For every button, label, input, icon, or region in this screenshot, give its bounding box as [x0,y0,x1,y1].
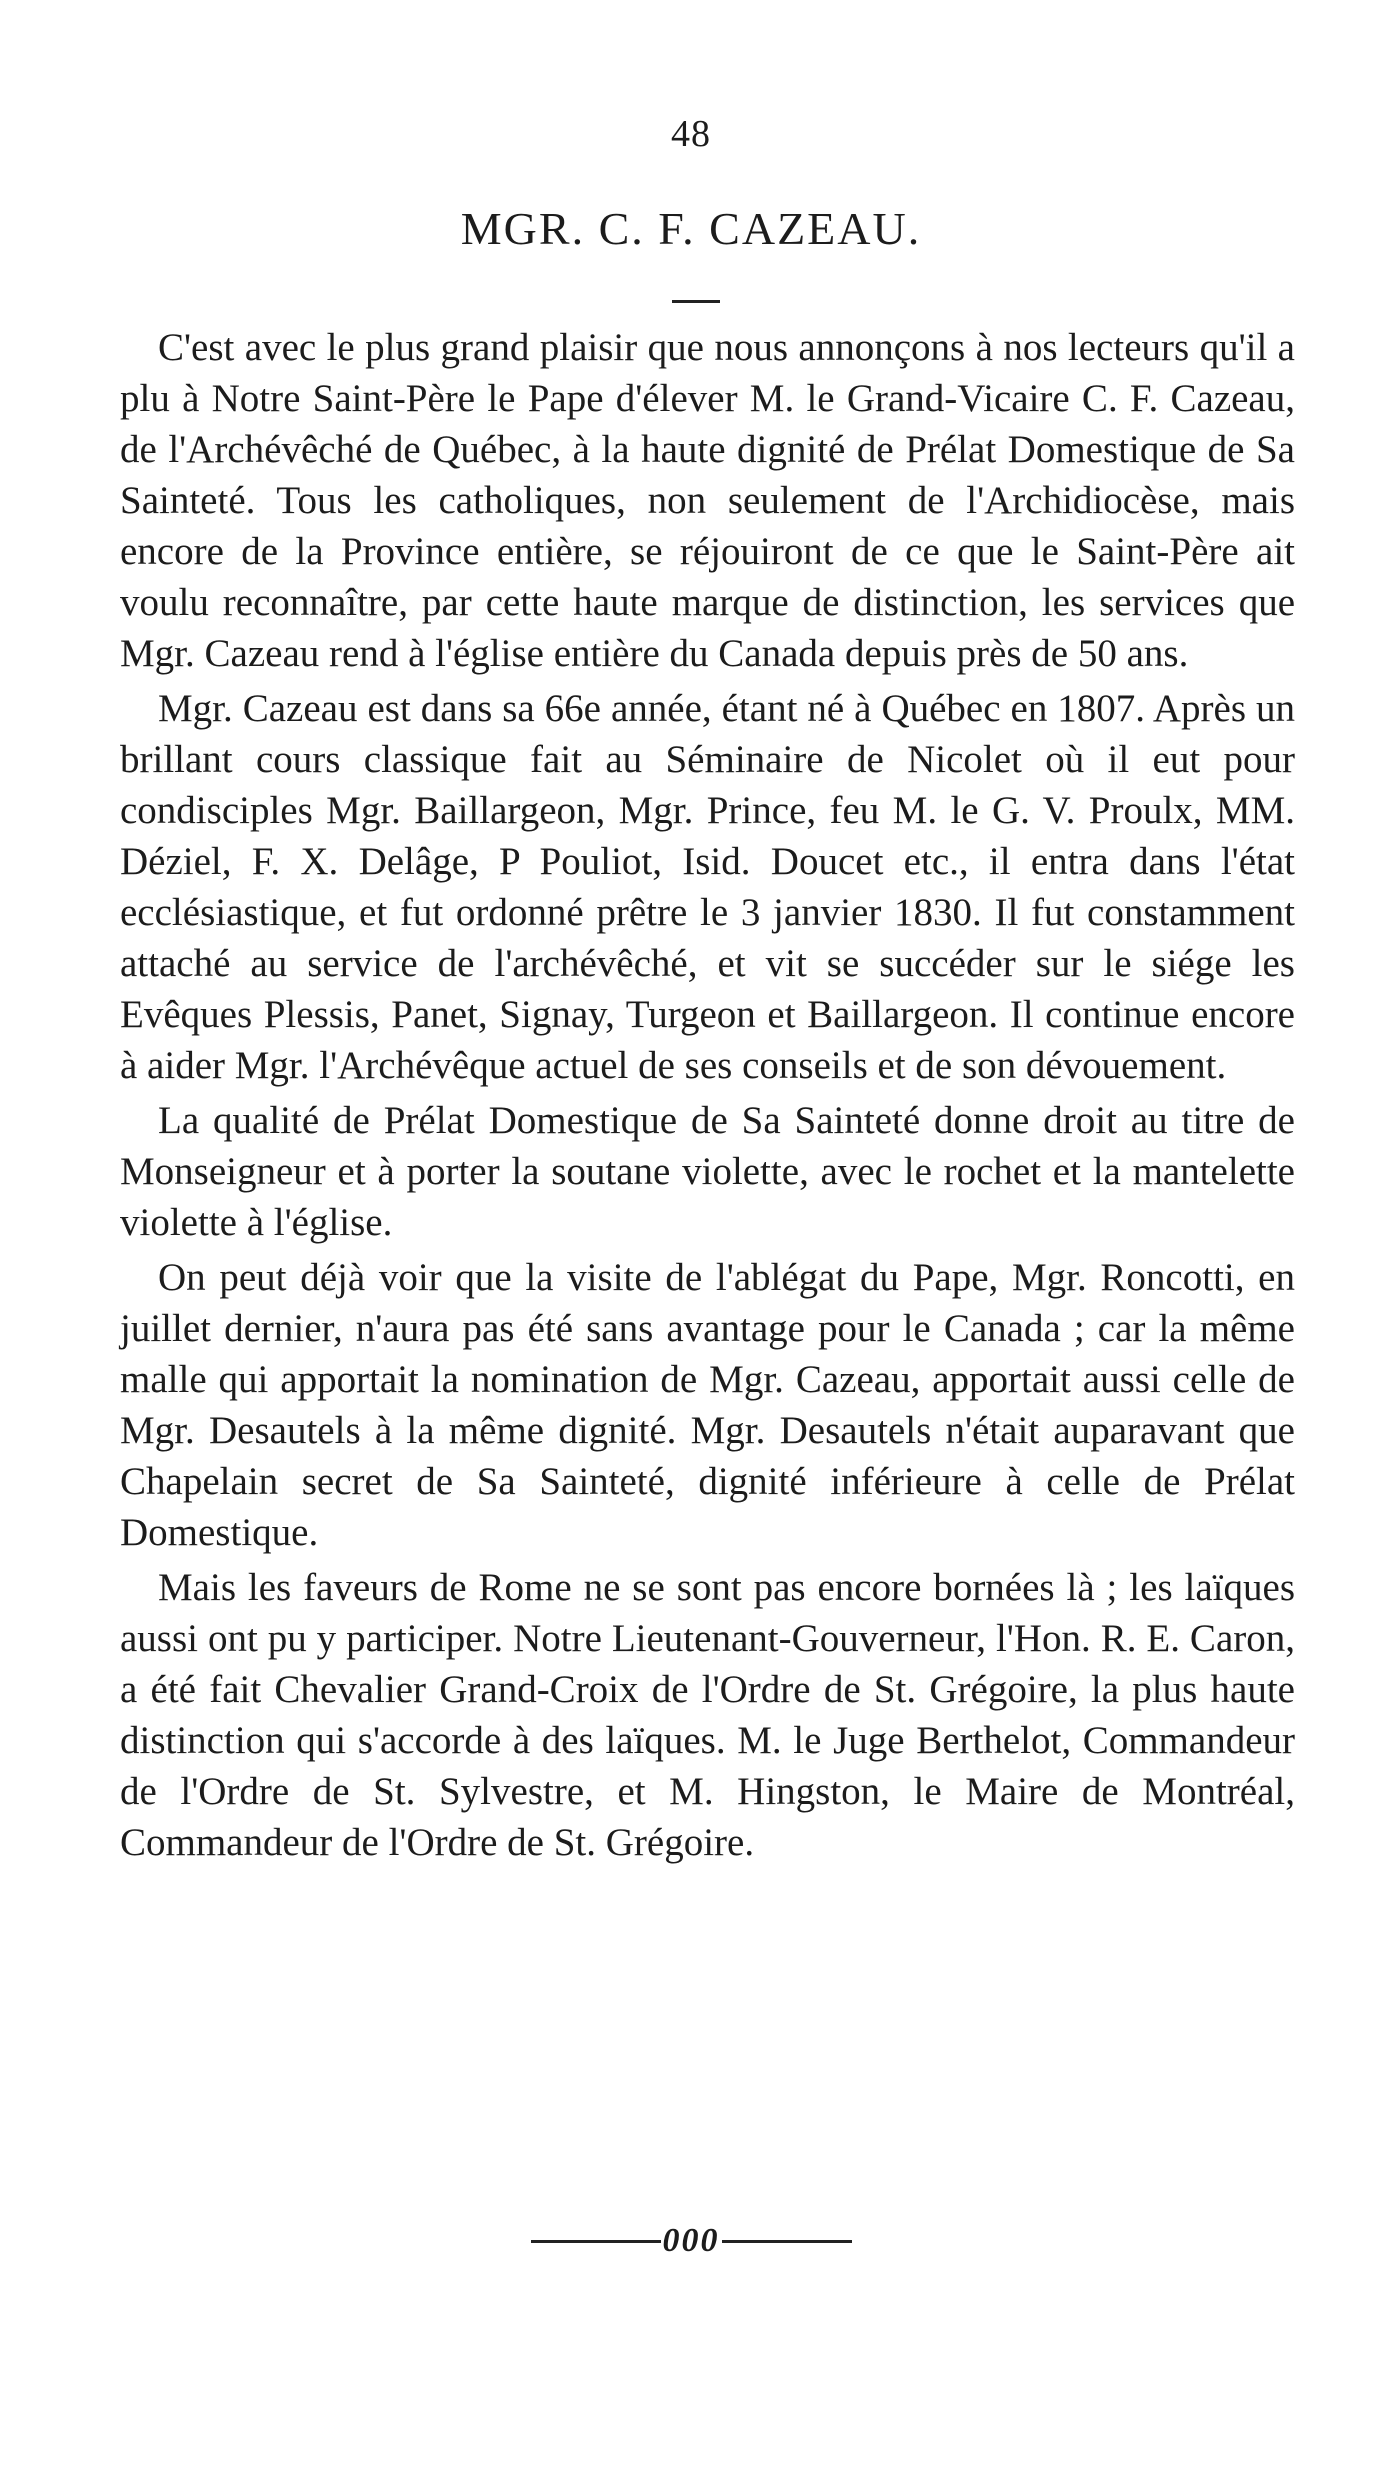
paragraph-5: Mais les faveurs de Rome ne se sont pas encore bornées là ; les laïques aussi ont pu y participer. Notre Lieutenant-Gouverneur, l'Hon. R. E. Caron, a été fait Chevalier Grand-Croix de l'Ordre de St. Grégoire, la plus haute distinction qui s'accorde à des laïques. M. le Juge Berthelot, Commandeur de l'Ordre de St. Sylvestre, et M. Hingston, le Maire de Montréal, Commandeur de l'Ordre de St. Grégoire. [120,1566,1295,1864]
article-body [120,322,1295,1872]
paragraph-4: On peut déjà voir que la visite de l'ablégat du Pape, Mgr. Roncotti, en juillet dernier, n'aura pas été sans avantage pour le Canada ; car la même malle qui apportait la nomination de Mgr. Cazeau, apportait aussi celle de Mgr. Desautels à la même dignité. Mgr. Desautels n'était auparavant que Chapelain secret de Sa Sainteté, dignité inférieure à celle de Prélat Domestique. [120,1256,1295,1554]
paragraph-1: C'est avec le plus grand plaisir que nous annonçons à nos lecteurs qu'il a plu à Notre Saint-Père le Pape d'élever M. le Grand-Vicaire C. F. Cazeau, de l'Archévêché de Québec, à la haute dignité de Prélat Domestique de Sa Sainteté. Tous les catholiques, non seulement de l'Archidiocèse, mais encore de la Province entière, se réjouiront de ce que le Saint-Père ait voulu reconnaître, par cette haute marque de distinction, les services que Mgr. Cazeau rend à l'église entière du Canada depuis près de 50 ans. [120,326,1295,675]
ornament-mark: 000 [662,2222,720,2260]
ornament-dash-right [722,2240,852,2243]
page-number: 48 [671,113,711,155]
paragraph-2: Mgr. Cazeau est dans sa 66e année, étant né à Québec en 1807. Après un brillant cours classique fait au Séminaire de Nicolet où il eut pour condisciples Mgr. Baillargeon, Mgr. Prince, feu M. le G. V. Proulx, MM. Déziel, F. X. Delâge, P Pouliot, Isid. Doucet etc., il entra dans l'état ecclésiastique, et fut ordonné prêtre le 3 janvier 1830. Il fut constamment attaché au service de l'archévêché, et vit se succéder sur le siége les Evêques Plessis, Panet, Signay, Turgeon et Baillargeon. Il continue encore à aider Mgr. l'Archévêque actuel de ses conseils et de son dévouement. [120,687,1295,1087]
end-ornament [0,2220,1382,2260]
title-rule [672,300,720,303]
article-title: MGR. C. F. CAZEAU. [460,203,922,254]
ornament-dash-left [531,2240,661,2243]
paragraph-3: La qualité de Prélat Domestique de Sa Sainteté donne droit au titre de Monseigneur et à porter la soutane violette, avec le rochet et la mantelette violette à l'église. [120,1099,1295,1244]
